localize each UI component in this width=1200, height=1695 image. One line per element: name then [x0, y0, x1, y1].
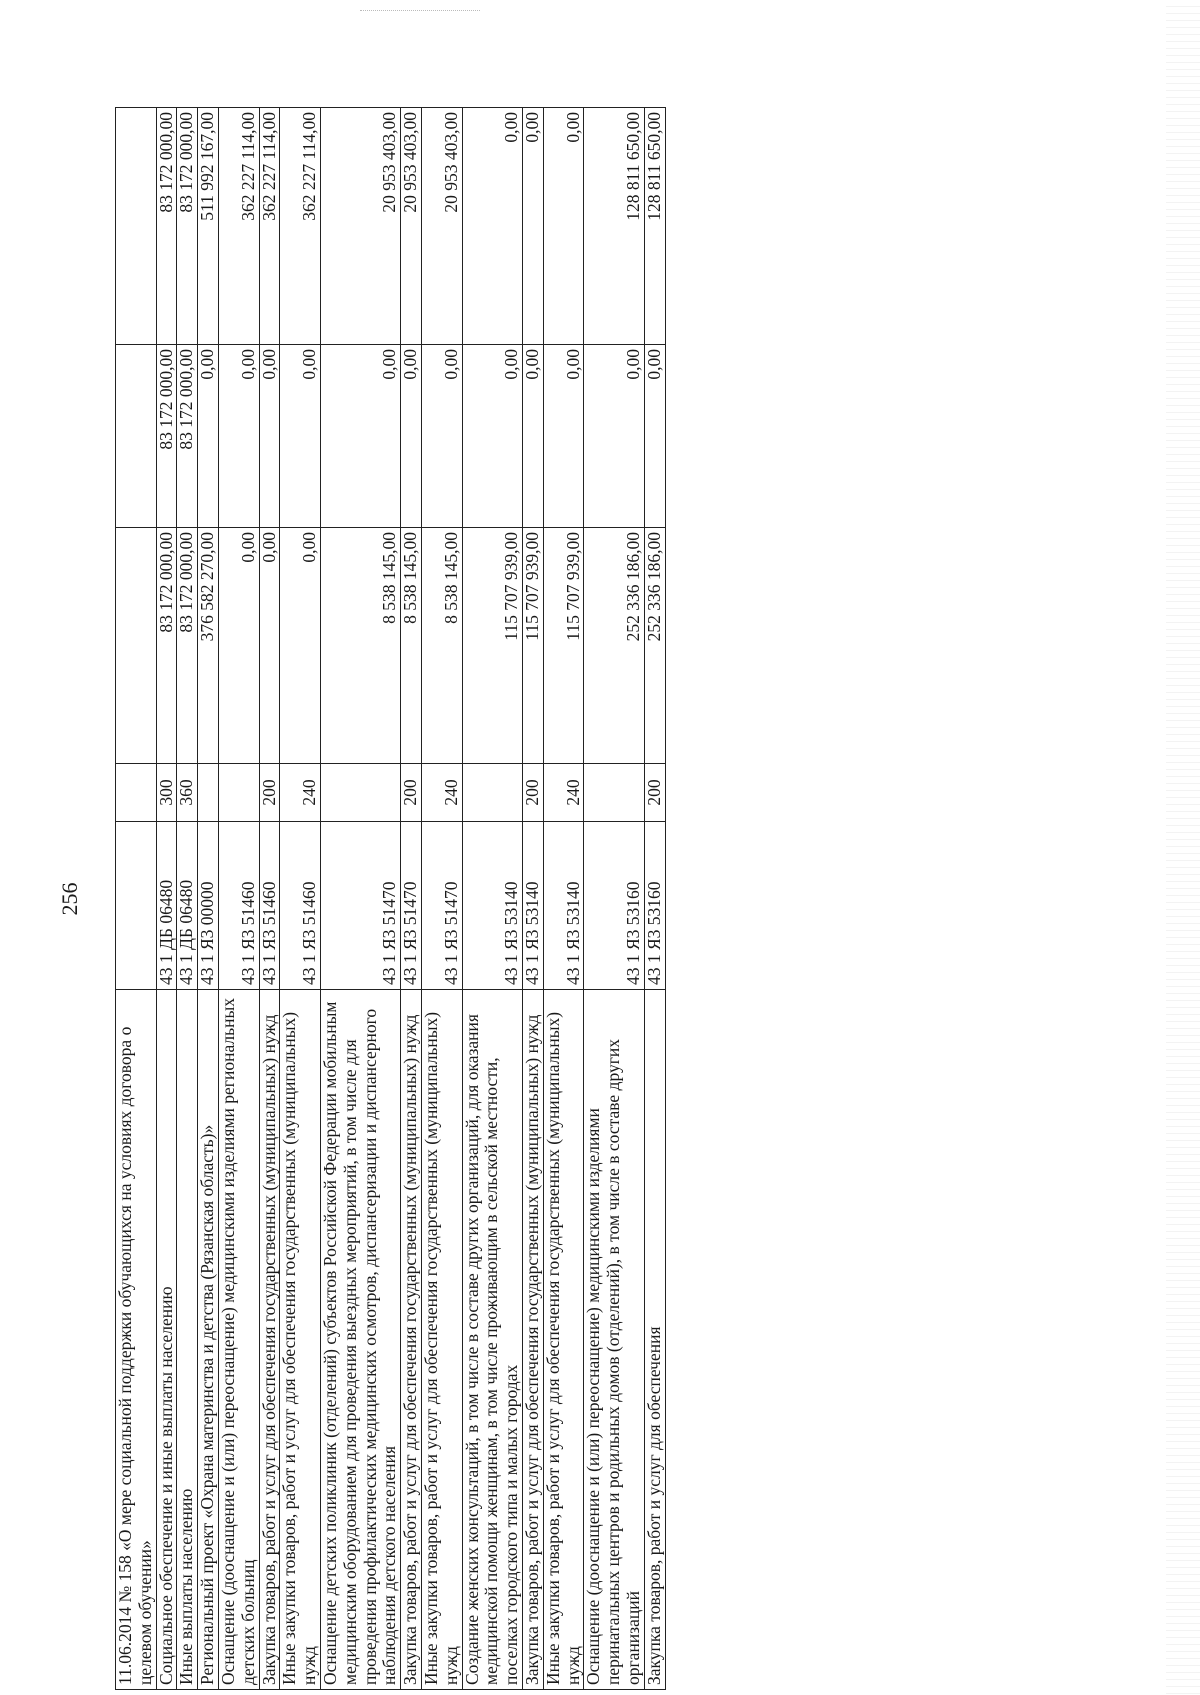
expense-type-cell	[116, 764, 157, 822]
amount-col1-cell: 376 582 270,00	[198, 528, 219, 764]
row-name-cell: Иные закупки товаров, работ и услуг для обеспечения государственных (муниципальных) нужд	[280, 990, 321, 1690]
row-name-cell: Закупка товаров, работ и услуг для обеспечения государственных (муниципальных) нужд	[522, 990, 543, 1690]
amount-col2-cell: 0,00	[198, 345, 219, 528]
amount-col1-cell	[116, 528, 157, 764]
amount-col2-cell: 83 172 000,00	[156, 345, 177, 528]
target-article-cell: 43 1 Я3 51460	[218, 822, 259, 990]
scan-edge-artifact	[1166, 0, 1200, 1695]
amount-col3-cell: 511 992 167,00	[198, 108, 219, 345]
row-name-cell: Социальное обеспечение и иные выплаты населению	[156, 990, 177, 1690]
amount-col2-cell: 0,00	[644, 345, 665, 528]
amount-col3-cell: 20 953 403,00	[401, 108, 422, 345]
expense-type-cell	[198, 764, 219, 822]
target-article-cell: 43 1 Я3 51460	[259, 822, 280, 990]
target-article-cell: 43 1 Я3 51460	[280, 822, 321, 990]
row-name-cell: Иные выплаты населению	[177, 990, 198, 1690]
page-number: 256	[57, 882, 82, 916]
table-row	[177, 108, 198, 1690]
scan-dots-artifact	[360, 10, 480, 13]
amount-col1-cell: 0,00	[280, 528, 321, 764]
target-article-cell: 43 1 Я3 51470	[421, 822, 462, 990]
table-row	[644, 108, 665, 1690]
amount-col2-cell: 0,00	[543, 345, 584, 528]
amount-col1-cell: 8 538 145,00	[401, 528, 422, 764]
expense-type-cell	[320, 764, 400, 822]
row-name-cell: Иные закупки товаров, работ и услуг для обеспечения государственных (муниципальных) нужд	[543, 990, 584, 1690]
expense-type-cell: 240	[280, 764, 321, 822]
amount-col3-cell: 362 227 114,00	[280, 108, 321, 345]
amount-col2-cell: 0,00	[401, 345, 422, 528]
amount-col1-cell: 0,00	[218, 528, 259, 764]
expense-type-cell	[218, 764, 259, 822]
amount-col2-cell: 0,00	[280, 345, 321, 528]
amount-col1-cell: 115 707 939,00	[462, 528, 522, 764]
amount-col3-cell: 0,00	[462, 108, 522, 345]
target-article-cell: 43 1 Я3 53140	[462, 822, 522, 990]
target-article-cell	[116, 822, 157, 990]
expense-type-cell	[584, 764, 644, 822]
expense-type-cell: 200	[522, 764, 543, 822]
expense-type-cell: 200	[259, 764, 280, 822]
amount-col1-cell: 8 538 145,00	[421, 528, 462, 764]
amount-col2-cell	[116, 345, 157, 528]
row-name-cell: Оснащение (дооснащение и (или) переоснащение) медицинскими изделиями перинатальных центров и родильных домов (отделений), в том числе в составе других организаций	[584, 990, 644, 1690]
table-row	[116, 108, 157, 1690]
amount-col3-cell: 83 172 000,00	[177, 108, 198, 345]
amount-col3-cell: 128 811 650,00	[584, 108, 644, 345]
row-name-cell: Закупка товаров, работ и услуг для обеспечения	[644, 990, 665, 1690]
expense-type-cell: 360	[177, 764, 198, 822]
amount-col3-cell: 83 172 000,00	[156, 108, 177, 345]
amount-col1-cell: 8 538 145,00	[320, 528, 400, 764]
amount-col1-cell: 252 336 186,00	[584, 528, 644, 764]
row-name-cell: Оснащение детских поликлиник (отделений) субъектов Российской Федерации мобильным медицинским оборудованием для проведения выездных мероприятий, в том числе для проведения профилактических медицинских осмотров, диспансеризации и диспансерного наблюдения детского населения	[320, 990, 400, 1690]
amount-col3-cell: 0,00	[522, 108, 543, 345]
expense-type-cell: 300	[156, 764, 177, 822]
expense-type-cell: 200	[401, 764, 422, 822]
table-row	[156, 108, 177, 1690]
row-name-cell: Иные закупки товаров, работ и услуг для обеспечения государственных (муниципальных) нужд	[421, 990, 462, 1690]
amount-col2-cell: 0,00	[421, 345, 462, 528]
amount-col2-cell: 0,00	[259, 345, 280, 528]
target-article-cell: 43 1 ДБ 06480	[177, 822, 198, 990]
table-row	[401, 108, 422, 1690]
amount-col3-cell: 362 227 114,00	[259, 108, 280, 345]
row-name-cell: Региональный проект «Охрана материнства и детства (Рязанская область)»	[198, 990, 219, 1690]
target-article-cell: 43 1 ДБ 06480	[156, 822, 177, 990]
table-row	[421, 108, 462, 1690]
amount-col1-cell: 115 707 939,00	[543, 528, 584, 764]
row-name-cell: 11.06.2014 № 158 «О мере социальной поддержки обучающихся на условиях договора о целевом обучении»	[116, 990, 157, 1690]
target-article-cell: 43 1 Я3 53140	[522, 822, 543, 990]
amount-col3-cell: 0,00	[543, 108, 584, 345]
amount-col2-cell: 0,00	[218, 345, 259, 528]
expense-type-cell: 240	[421, 764, 462, 822]
table-row	[320, 108, 400, 1690]
target-article-cell: 43 1 Я3 00000	[198, 822, 219, 990]
amount-col1-cell: 83 172 000,00	[177, 528, 198, 764]
amount-col3-cell	[116, 108, 157, 345]
target-article-cell: 43 1 Я3 53160	[584, 822, 644, 990]
table-row	[218, 108, 259, 1690]
target-article-cell: 43 1 Я3 51470	[401, 822, 422, 990]
amount-col1-cell: 83 172 000,00	[156, 528, 177, 764]
amount-col1-cell: 115 707 939,00	[522, 528, 543, 764]
table-row	[259, 108, 280, 1690]
table-row	[584, 108, 644, 1690]
table-row	[543, 108, 584, 1690]
table-row	[462, 108, 522, 1690]
amount-col3-cell: 128 811 650,00	[644, 108, 665, 345]
row-name-cell: Закупка товаров, работ и услуг для обеспечения государственных (муниципальных) нужд	[401, 990, 422, 1690]
target-article-cell: 43 1 Я3 53160	[644, 822, 665, 990]
amount-col3-cell: 20 953 403,00	[421, 108, 462, 345]
budget-table-body	[116, 108, 666, 1690]
table-row	[280, 108, 321, 1690]
amount-col2-cell: 83 172 000,00	[177, 345, 198, 528]
amount-col1-cell: 0,00	[259, 528, 280, 764]
amount-col1-cell: 252 336 186,00	[644, 528, 665, 764]
amount-col3-cell: 20 953 403,00	[320, 108, 400, 345]
expense-type-cell: 200	[644, 764, 665, 822]
budget-table	[115, 107, 666, 1690]
amount-col2-cell: 0,00	[522, 345, 543, 528]
amount-col2-cell: 0,00	[462, 345, 522, 528]
amount-col2-cell: 0,00	[320, 345, 400, 528]
table-row	[198, 108, 219, 1690]
expense-type-cell: 240	[543, 764, 584, 822]
table-row	[522, 108, 543, 1690]
row-name-cell: Закупка товаров, работ и услуг для обеспечения государственных (муниципальных) нужд	[259, 990, 280, 1690]
target-article-cell: 43 1 Я3 53140	[543, 822, 584, 990]
amount-col2-cell: 0,00	[584, 345, 644, 528]
row-name-cell: Создание женских консультаций, в том числе в составе других организаций, для оказания медицинской помощи женщинам, в том числе проживающим в сельской местности, поселках городского типа и малых городах	[462, 990, 522, 1690]
row-name-cell: Оснащение (дооснащение и (или) переоснащение) медицинскими изделиями региональных детских больниц	[218, 990, 259, 1690]
expense-type-cell	[462, 764, 522, 822]
target-article-cell: 43 1 Я3 51470	[320, 822, 400, 990]
rotated-page	[57, 108, 1093, 1690]
amount-col3-cell: 362 227 114,00	[218, 108, 259, 345]
